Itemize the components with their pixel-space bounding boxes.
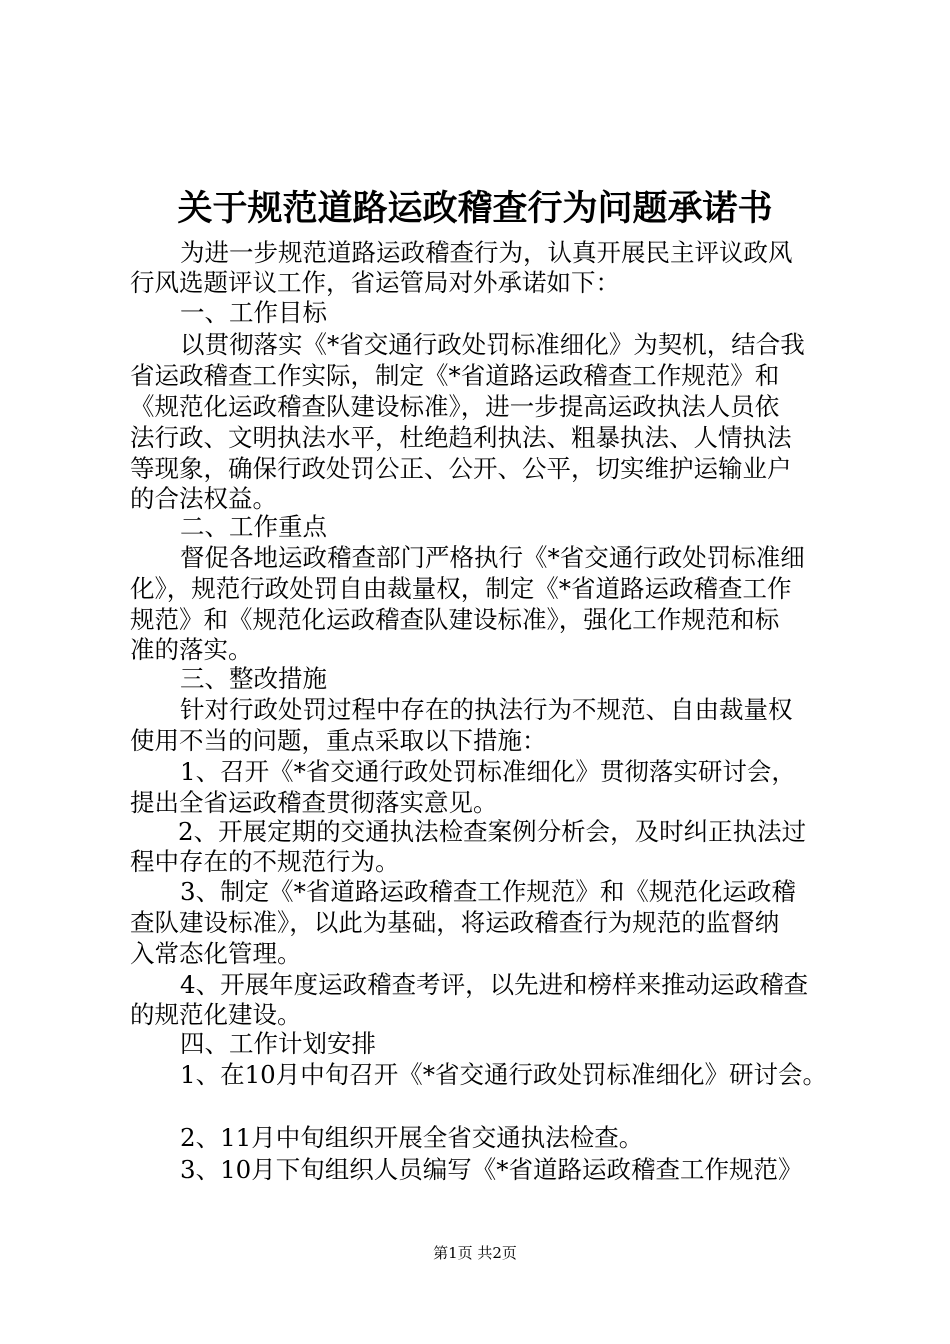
plan-item-line: 3、10月下旬组织人员编写《*省道路运政稽查工作规范》	[180, 1155, 803, 1184]
paragraph-line: 省运政稽查工作实际，制定《*省道路运政稽查工作规范》和	[130, 361, 780, 390]
list-item-line: 4、开展年度运政稽查考评，以先进和榜样来推动运政稽查	[180, 970, 809, 999]
paragraph-line: 行风选题评议工作，省运管局对外承诺如下：	[130, 268, 620, 297]
list-item-line: 提出全省运政稽查贯彻落实意见。	[130, 788, 498, 817]
paragraph-line: 等现象，确保行政处罚公正、公开、公平，切实维护运输业户	[130, 454, 792, 483]
document-title: 关于规范道路运政稽查行为问题承诺书	[177, 188, 773, 229]
paragraph-line: 准的落实。	[130, 635, 253, 664]
list-item-line: 1、召开《*省交通行政处罚标准细化》贯彻落实研讨会，	[180, 757, 796, 786]
list-item-line: 的规范化建设。	[130, 1000, 302, 1029]
paragraph-line: 督促各地运政稽查部门严格执行《*省交通行政处罚标准细	[180, 543, 805, 572]
list-item-line: 程中存在的不规范行为。	[130, 847, 400, 876]
paragraph-line: 针对行政处罚过程中存在的执法行为不规范、自由裁量权	[180, 695, 793, 724]
paragraph-line: 以贯彻落实《*省交通行政处罚标准细化》为契机，结合我	[180, 330, 805, 359]
plan-item-line: 1、在10月中旬召开《*省交通行政处罚标准细化》研讨会。	[180, 1060, 828, 1089]
paragraph-line: 法行政、文明执法水平，杜绝趋利执法、粗暴执法、人情执法	[130, 423, 792, 452]
paragraph-line: 《规范化运政稽查队建设标准》，进一步提高运政执法人员依	[130, 392, 780, 421]
page-number-footer: 第1页 共2页	[433, 1244, 517, 1262]
paragraph-line: 规范》和《规范化运政稽查队建设标准》，强化工作规范和标	[130, 605, 780, 634]
section-heading: 三、整改措施	[180, 664, 327, 693]
paragraph-line: 的合法权益。	[130, 484, 277, 513]
list-item-line: 入常态化管理。	[130, 939, 302, 968]
paragraph-line: 使用不当的问题，重点采取以下措施：	[130, 726, 547, 755]
section-heading: 一、工作目标	[180, 298, 327, 327]
paragraph-line: 化》，规范行政处罚自由裁量权，制定《*省道路运政稽查工作	[130, 574, 792, 603]
plan-item-line: 2、11月中旬组织开展全省交通执法检查。	[180, 1123, 644, 1152]
list-item-line: 查队建设标准》，以此为基础，将运政稽查行为规范的监督纳	[130, 908, 780, 937]
section-heading: 四、工作计划安排	[180, 1029, 376, 1058]
paragraph-line: 为进一步规范道路运政稽查行为，认真开展民主评议政风	[180, 238, 793, 267]
list-item-line: 3、制定《*省道路运政稽查工作规范》和《规范化运政稽	[180, 877, 796, 906]
list-item-line: 2、开展定期的交通执法检查案例分析会，及时纠正执法过	[178, 817, 807, 846]
section-heading: 二、工作重点	[180, 512, 327, 541]
